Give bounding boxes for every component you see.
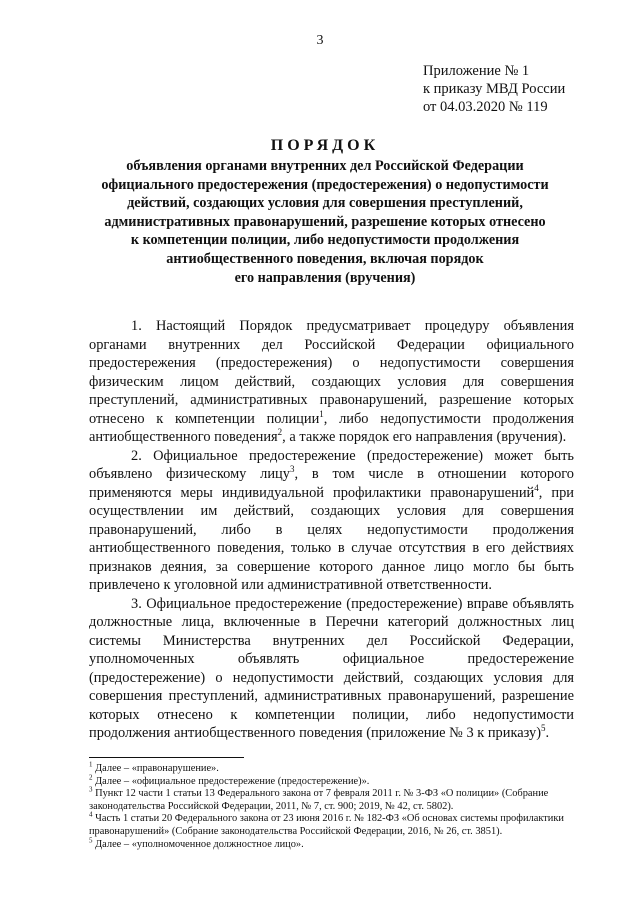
paragraph-text: , либо недопустимости продолжения антиобщественного поведения — [89, 410, 574, 445]
subtitle-line: действий, создающих условия для совершения преступлений, — [127, 195, 523, 212]
footnote-4 — [89, 810, 569, 838]
paragraph-2 — [89, 447, 574, 595]
paragraph-text: , в том числе в отношении которого применяются меры индивидуальной профилактики правонарушений — [89, 466, 575, 501]
footnote-text: Далее – «правонарушение». — [92, 763, 219, 774]
footnote-divider — [89, 757, 244, 758]
subtitle-line: к компетенции полиции, либо недопустимости продолжения — [130, 232, 520, 249]
paragraph-3 — [89, 595, 574, 743]
subtitle-line: официального предостережения (предостережения) о недопустимости — [101, 176, 549, 193]
footnote-text: Далее – «уполномоченное должностное лицо». — [92, 838, 304, 850]
paragraph-text: . — [545, 725, 550, 741]
paragraph-text: , а также порядок его направления (вручения). — [282, 429, 567, 445]
footnote-marker: 1 — [319, 408, 324, 419]
footnote-number: 2 — [89, 773, 93, 782]
footnote-number: 5 — [89, 836, 93, 845]
subtitle-line: административных правонарушений, разрешение которых отнесено — [104, 213, 546, 230]
footnote-number: 3 — [89, 785, 93, 794]
annex-header — [423, 62, 565, 116]
footnote-2 — [89, 773, 569, 789]
paragraph-text: , при осуществлении им действий, создающих условия для совершения правонарушений, либо в целях недопустимости продолжения антиобщественного поведения, только в случае отсутствия в его действиях признаков деяния, за совершение которого данное лицо могло бы быть привлечено к уголовной или административной ответственности. — [89, 484, 574, 593]
title-block — [70, 137, 580, 287]
annex-line-3: от 04.03.2020 № 119 — [423, 99, 548, 115]
footnote-marker: 3 — [289, 464, 295, 475]
subtitle-line: антиобщественного поведения, включая порядок — [166, 250, 484, 267]
paragraph-text: 1. Настоящий Порядок предусматривает процедуру объявления органами внутренних дел Российской Федерации официального предостережения (предостережения) о недопустимости совершения физическим лицом действий, создающих условия для совершения преступлений, административных правонарушений, разрешение которых отнесено к компетенции полиции — [89, 318, 574, 427]
footnote-5 — [89, 836, 569, 852]
footnote-number: 1 — [89, 760, 93, 769]
document-body — [89, 317, 574, 743]
page-number: 3 — [316, 33, 324, 48]
document-title: ПОРЯДОК — [270, 137, 380, 154]
footnote-marker: 2 — [277, 427, 283, 438]
subtitle-line: его направления (вручения) — [234, 269, 416, 286]
footnote-number: 4 — [89, 810, 93, 819]
footnote-text: Далее – «официальное предостережение (предостережение)». — [92, 775, 370, 787]
footnote-text: Часть 1 статьи 20 Федерального закона от 23 июня 2016 г. № 182-ФЗ «Об основах системы профилактики правонарушений» (Собрание законодательства Российской Федерации, 2016, № 26, ст. 3851). — [89, 813, 564, 837]
paragraph-1 — [89, 317, 574, 447]
footnote-marker: 4 — [534, 482, 539, 493]
footnote-3 — [89, 785, 569, 813]
footnote-text: Пункт 12 части 1 статьи 13 Федерального закона от 7 февраля 2011 г. № 3-ФЗ «О полиции» (Собрание законодательства Российской Федерации, 2011, № 7, ст. 900; 2019, № 42, ст. 5802). — [89, 788, 549, 812]
footnotes — [89, 760, 569, 851]
paragraph-text: 3. Официальное предостережение (предостережение) вправе объявлять должностные лица, включенные в Перечни категорий должностных лиц системы Министерства внутренних дел Российской Федерации, уполномоченных объявлять официальное предостережение (предостережение) о недопустимости действий, создающих условия для совершения преступлений, административных правонарушений, разрешение которых отнесено к компетенции полиции, либо недопустимости продолжения антиобщественного поведения (приложение № 3 к приказу) — [89, 595, 574, 741]
footnote-1 — [89, 760, 569, 776]
paragraph-text: 2. Официальное предостережение (предостережение) может быть объявлено физическому лицу — [89, 447, 574, 482]
annex-line-1: Приложение № 1 — [423, 63, 530, 79]
document-subtitle — [70, 157, 580, 287]
subtitle-line: объявления органами внутренних дел Российской Федерации — [126, 158, 524, 174]
annex-line-2: к приказу МВД России — [423, 81, 566, 97]
footnote-marker: 5 — [540, 723, 546, 734]
